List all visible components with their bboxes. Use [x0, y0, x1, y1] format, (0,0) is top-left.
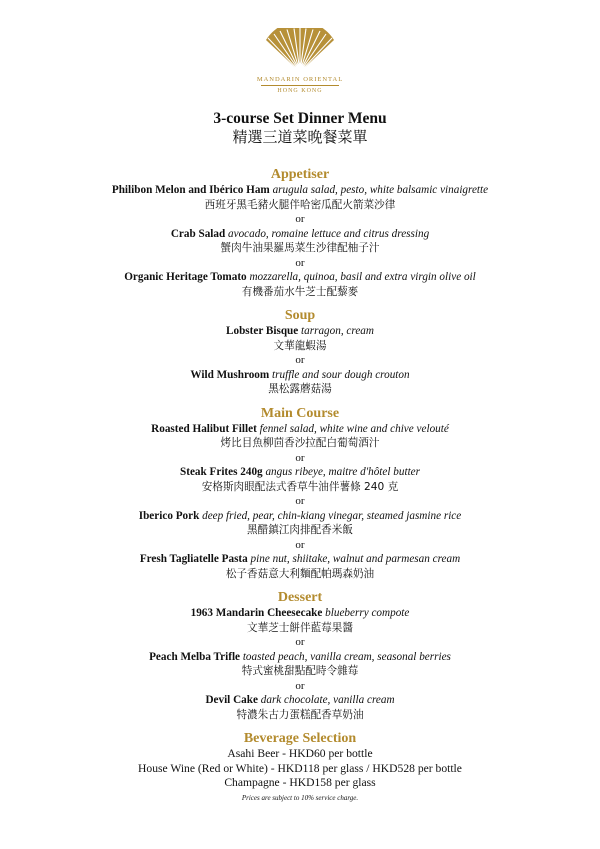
menu-item — [0, 606, 600, 621]
brand-divider — [261, 85, 339, 86]
dish-description: fennel salad, white wine and chive velouté — [259, 422, 449, 435]
section-heading: Beverage Selection — [243, 731, 357, 746]
menu-item — [0, 227, 600, 242]
dish-chinese: 文華龍蝦湯 — [273, 339, 327, 352]
dish-description: deep fried, pear, chin-kiang vinegar, steamed jasmine rice — [202, 509, 462, 522]
dish-description: truffle and sour dough crouton — [272, 368, 410, 381]
title-chinese: 精選三道菜晚餐菜單 — [232, 128, 368, 146]
section-heading: Main Course — [260, 405, 340, 421]
dish-name: Fresh Tagliatelle Pasta — [139, 553, 248, 565]
menu-title — [0, 110, 600, 147]
dish-name: Organic Heritage Tomato — [124, 271, 247, 283]
dish-chinese: 蟹肉牛油果羅馬菜生沙律配柚子汁 — [220, 242, 380, 254]
section-appetiser — [0, 166, 600, 299]
or-separator: or — [295, 213, 305, 225]
beverage-item: House Wine (Red or White) - HKD118 per glass / HKD528 per bottle — [138, 761, 462, 775]
dish-description: blueberry compote — [325, 607, 410, 619]
dish-name: Crab Salad — [170, 227, 226, 240]
or-separator: or — [295, 636, 305, 648]
dish-name: Steak Frites 240g — [180, 466, 263, 478]
section-dessert — [0, 589, 600, 722]
menu-item — [0, 650, 600, 665]
menu-item — [0, 368, 600, 383]
dish-chinese: 文華芝士餅伴藍莓果醬 — [247, 621, 353, 634]
brand-name: MANDARIN ORIENTAL — [256, 76, 344, 83]
dish-name: Iberico Pork — [138, 509, 200, 522]
section-heading: Dessert — [277, 590, 323, 605]
menu-item — [0, 693, 600, 708]
dish-chinese: 西班牙黑毛豬火腿伴哈密瓜配火箭菜沙律 — [204, 198, 396, 211]
mandarin-oriental-logo — [0, 28, 600, 94]
dish-chinese: 松子香菇意大利麵配帕瑪森奶油 — [225, 567, 375, 580]
menu-body — [0, 160, 600, 805]
dish-description: dark chocolate, vanilla cream — [260, 694, 395, 706]
dish-description: pine nut, shiitake, walnut and parmesan cream — [250, 553, 461, 565]
title-english: 3-course Set Dinner Menu — [213, 110, 387, 127]
or-separator: or — [295, 354, 305, 366]
menu-item — [0, 324, 600, 339]
dish-description: tarragon, cream — [301, 325, 374, 337]
dish-chinese: 烤比目魚柳茴香沙拉配白葡萄酒汁 — [220, 437, 380, 449]
dish-description: arugula salad, pesto, white balsamic vinaigrette — [272, 184, 489, 196]
dish-name: 1963 Mandarin Cheesecake — [190, 607, 323, 619]
dish-name: Peach Melba Trifle — [149, 650, 241, 663]
or-separator: or — [295, 451, 305, 464]
or-separator: or — [295, 538, 305, 551]
section-beverage — [0, 730, 600, 805]
menu-item — [0, 509, 600, 524]
dish-name: Devil Cake — [205, 694, 258, 706]
section-main-course — [0, 405, 600, 582]
menu-item — [0, 552, 600, 567]
dish-name: Roasted Halibut Fillet — [151, 422, 257, 435]
menu-item — [0, 183, 600, 198]
menu-item — [0, 422, 600, 437]
dish-chinese: 黑醋鎮江肉排配香米飯 — [247, 524, 353, 536]
dish-chinese: 黑松露蘑菇湯 — [268, 383, 332, 395]
dish-chinese: 特式蜜桃甜點配時令雜莓 — [241, 665, 359, 677]
dish-name: Philibon Melon and Ibérico Ham — [111, 184, 270, 196]
or-separator: or — [295, 679, 305, 692]
or-separator: or — [295, 256, 305, 269]
dish-description: angus ribeye, maitre d'hôtel butter — [265, 466, 420, 478]
dish-name: Lobster Bisque — [226, 325, 299, 337]
section-heading: Appetiser — [270, 167, 330, 182]
beverage-item: Asahi Beer - HKD60 per bottle — [227, 747, 373, 760]
dish-chinese: 特濃朱古力蛋糕配香草奶油 — [236, 708, 364, 721]
dish-name: Wild Mushroom — [190, 368, 270, 381]
beverage-item: Champagne - HKD158 per glass — [224, 776, 376, 789]
fan-logo-icon — [260, 28, 340, 74]
dish-description: toasted peach, vanilla cream, seasonal berries — [242, 650, 451, 663]
section-heading: Soup — [284, 308, 316, 323]
or-separator: or — [295, 495, 305, 507]
section-soup — [0, 307, 600, 397]
menu-item — [0, 465, 600, 480]
dish-chinese: 有機番茄水牛芝士配藜麥 — [241, 285, 359, 298]
dish-chinese: 安格斯肉眼配法式香草牛油伴薯條 240 克 — [201, 480, 399, 493]
brand-location: HONG KONG — [277, 88, 323, 94]
menu-item — [0, 270, 600, 285]
dish-description: mozzarella, quinoa, basil and extra virgin olive oil — [249, 271, 476, 283]
service-charge-note: Prices are subject to 10% service charge. — [241, 793, 359, 802]
dish-description: avocado, romaine lettuce and citrus dressing — [228, 227, 430, 240]
